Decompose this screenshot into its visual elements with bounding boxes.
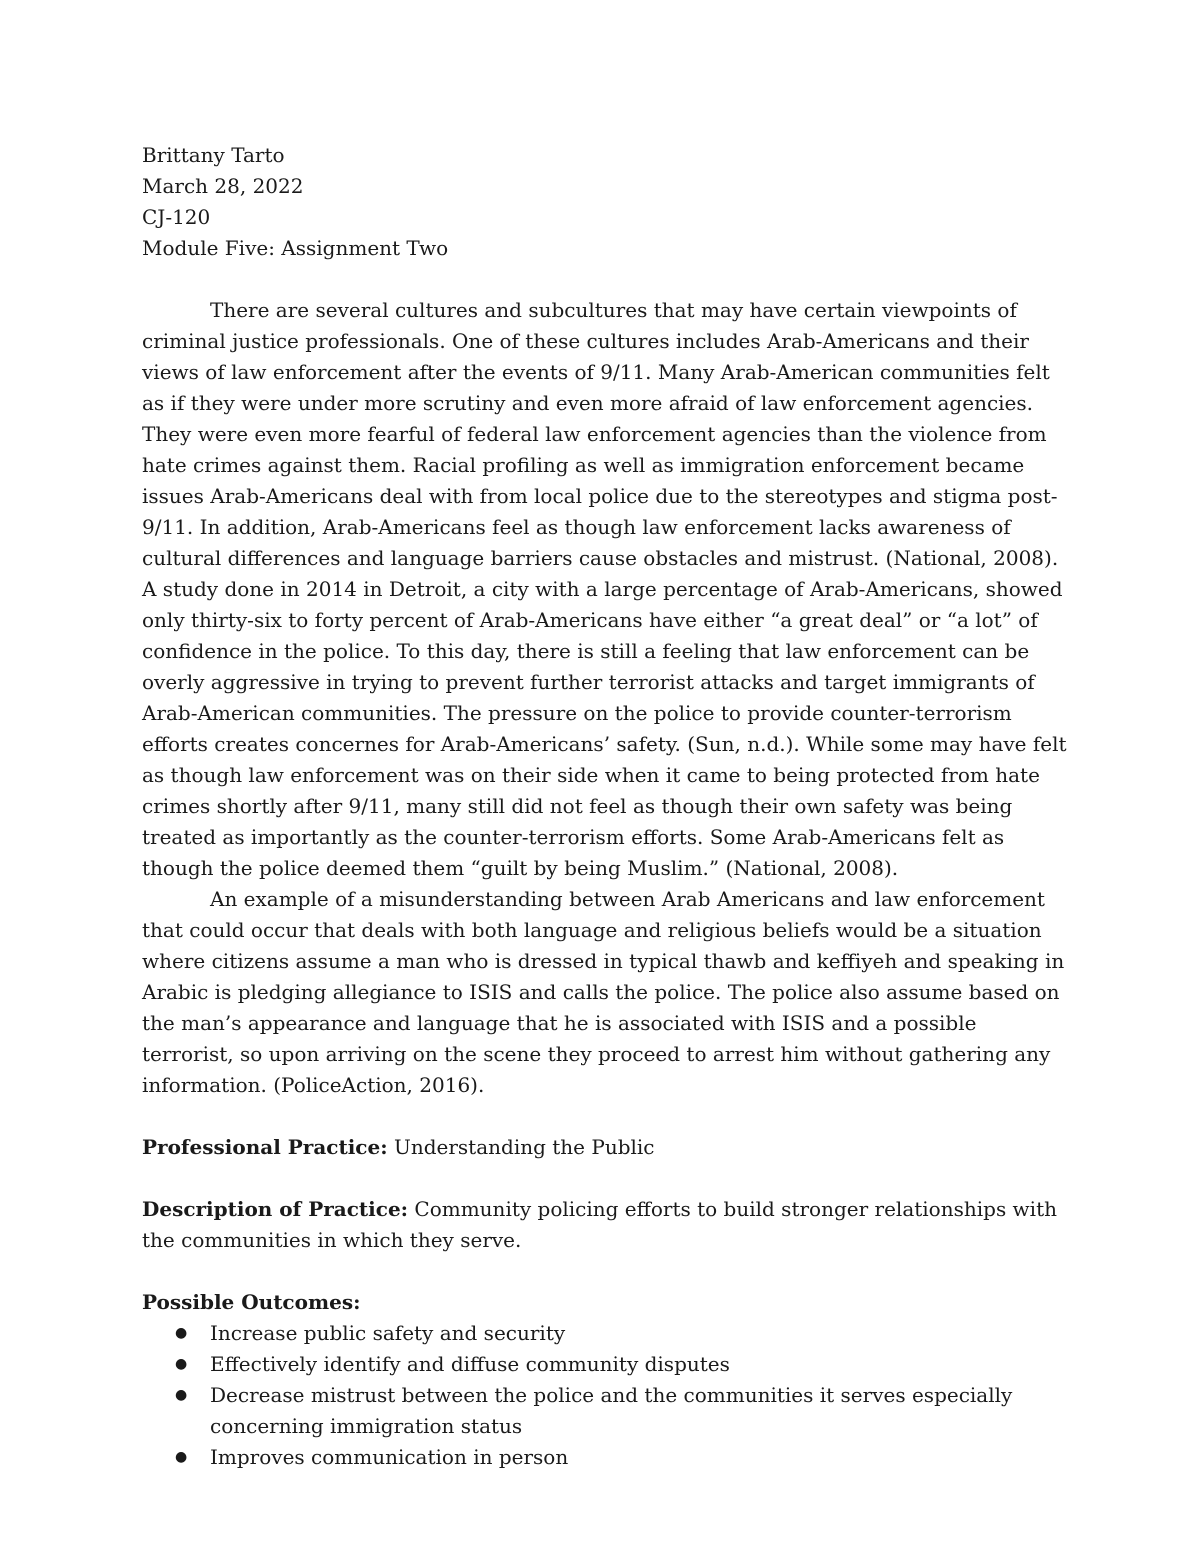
outcome-text: Increase public safety and security [210,1321,566,1345]
body-paragraph-1: There are several cultures and subcultures that may have certain viewpoints of criminal justice professionals. One of these cultures includes Arab-Americans and their views of law enforcement after the events of 9/11. Many Arab-American communities felt as if they were under more scrutiny and even more afraid of law enforcement agencies. They were even more fearful of federal law enforcement agencies than the violence from hate crimes against them. Racial profiling as well as immigration enforcement became issues Arab-Americans deal with from local police due to the stereotypes and stigma post-9/11. In addition, Arab-Americans feel as though law enforcement lacks awareness of cultural differences and language barriers cause obstacles and mistrust. (National, 2008). A study done in 2014 in Detroit, a city with a large percentage of Arab-Americans, showed only thirty-six to forty percent of Arab-Americans have either “a great deal” or “a lot” of confidence in the police. To this day, there is still a feeling that law enforcement can be overly aggressive in trying to prevent further terrorist attacks and target immigrants of Arab-American communities. The pressure on the police to provide counter-terrorism efforts creates concernes for Arab-Americans’ safety. (Sun, n.d.). While some may have felt as though law enforcement was on their side when it came to being protected from hate crimes shortly after 9/11, many still did not feel as though their own safety was being treated as importantly as the counter-terrorism efforts. Some Arab-Americans felt as though the police deemed them “guilt by being Muslim.” (National, 2008). [142,298,1067,880]
list-item [142,1380,1072,1442]
document-header [142,140,1072,264]
assignment-title: Module Five: Assignment Two [142,236,449,260]
professional-practice-value: Understanding the Public [393,1135,655,1159]
outcome-text: Effectively identify and diffuse community disputes [210,1352,730,1376]
possible-outcomes-label: Possible Outcomes: [142,1290,361,1314]
description-label: Description of Practice: [142,1197,409,1221]
bullet-icon: ● [175,1356,188,1372]
outcomes-list [142,1318,1072,1473]
professional-practice-label: Professional Practice: [142,1135,388,1159]
bullet-icon: ● [175,1325,188,1341]
document-content [142,140,1072,1473]
possible-outcomes [142,1287,1072,1473]
outcome-text: Decrease mistrust between the police and the communities it serves especially concerning immigration status [210,1383,1013,1438]
bullet-icon: ● [175,1449,188,1465]
document-date: March 28, 2022 [142,174,304,198]
description-of-practice [142,1194,1072,1256]
list-item [142,1318,1072,1349]
course-code: CJ-120 [142,205,211,229]
list-item [142,1349,1072,1380]
bullet-icon: ● [175,1387,188,1403]
body-paragraph-2: An example of a misunderstanding between Arab Americans and law enforcement that could occur that deals with both language and religious beliefs would be a situation where citizens assume a man who is dressed in typical thawb and keffiyeh and speaking in Arabic is pledging allegiance to ISIS and calls the police. The police also assume based on the man’s appearance and language that he is associated with ISIS and a possible terrorist, so upon arriving on the scene they proceed to arrest him without gathering any information. (PoliceAction, 2016). [142,887,1065,1097]
author-name: Brittany Tarto [142,143,285,167]
professional-practice [142,1132,1072,1163]
description-value: Community policing efforts to build stronger relationships with the communities in which they serve. [142,1197,1057,1252]
outcome-text: Improves communication in person [210,1445,569,1469]
list-item [142,1442,1072,1473]
